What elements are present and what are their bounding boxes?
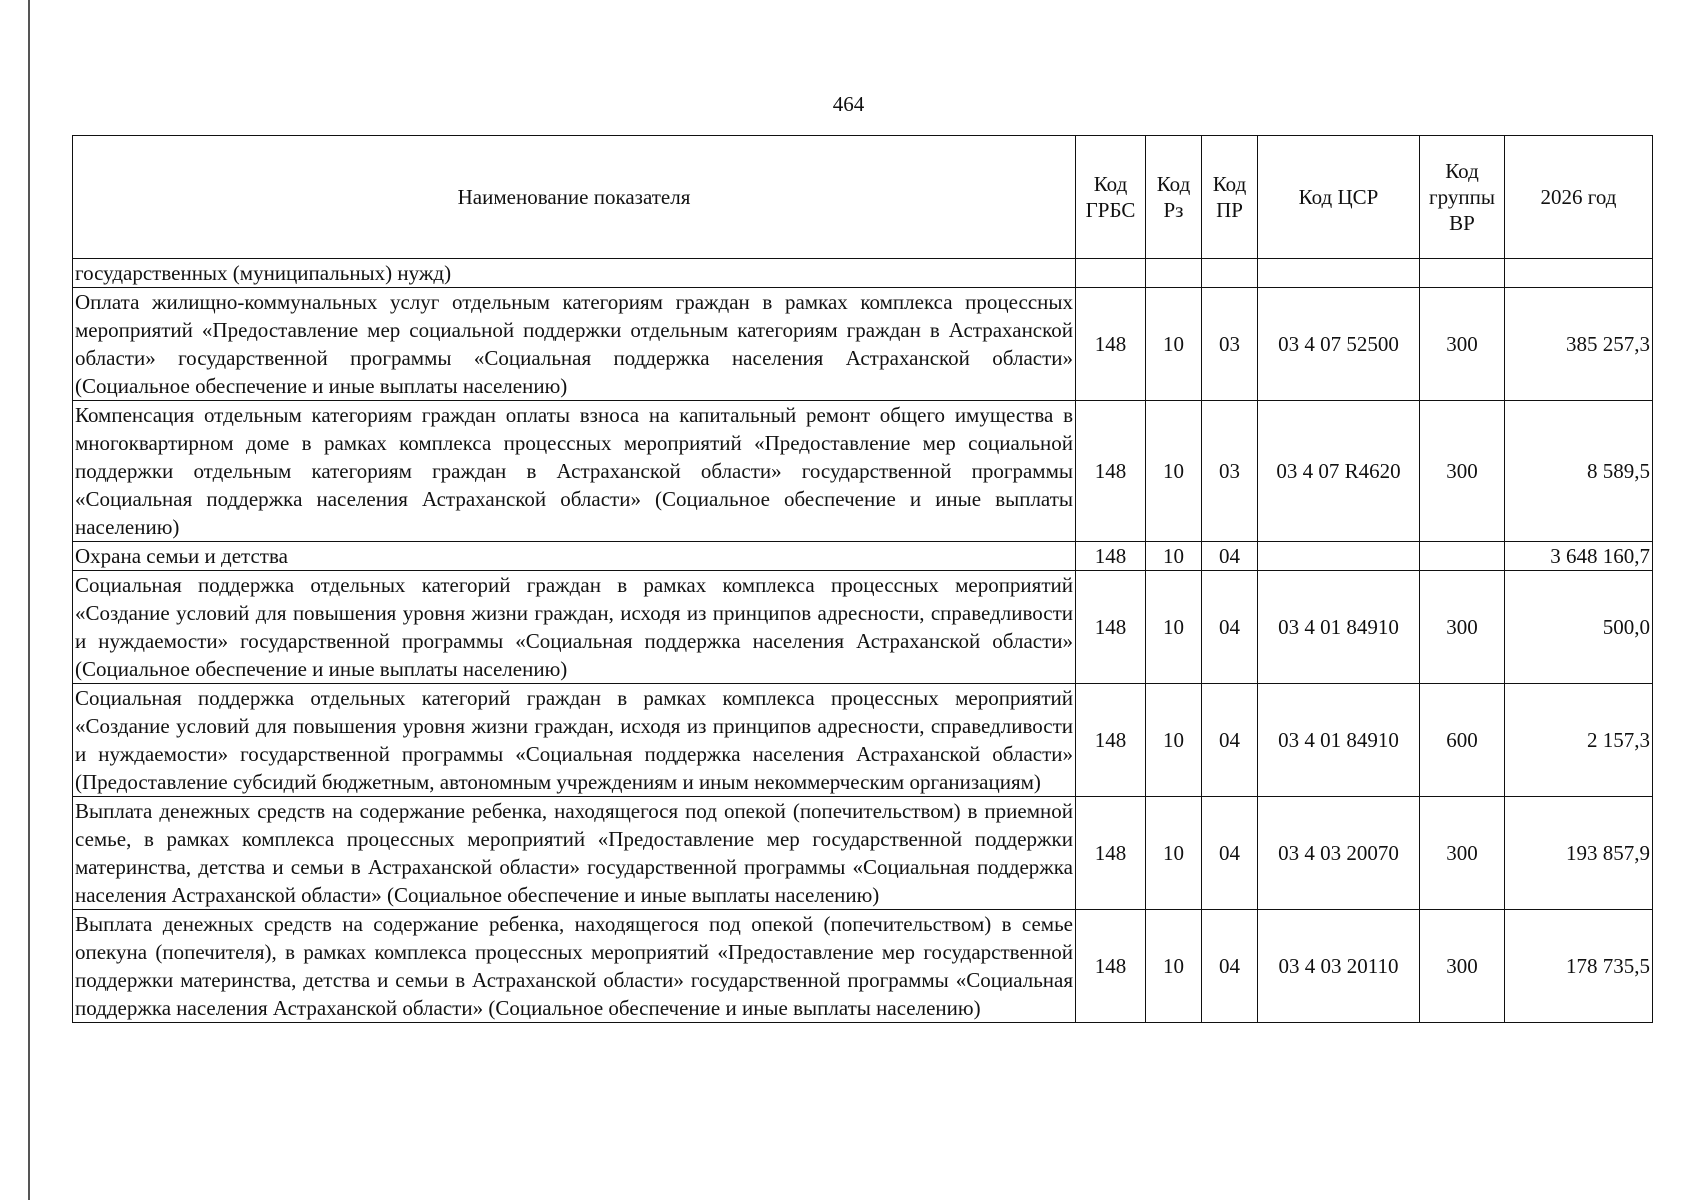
page-number: 464 <box>832 92 865 116</box>
row-vr: 300 <box>1420 910 1505 1023</box>
header-grbs: Код ГРБС <box>1076 136 1146 259</box>
table-header-row <box>73 136 1653 259</box>
row-grbs: 148 <box>1076 910 1146 1023</box>
row-name: Оплата жилищно-коммунальных услуг отдельным категориям граждан в рамках комплекса процессных мероприятий «Предоставление мер социальной поддержки отдельным категориям граждан в Астраханской области» государственной программы «Социальная поддержка населения Астраханской области» (Социальное обеспечение и иные выплаты населению) <box>73 288 1076 401</box>
header-vr: Код группы ВР <box>1420 136 1505 259</box>
table-row <box>73 259 1653 288</box>
row-grbs: 148 <box>1076 684 1146 797</box>
row-grbs: 148 <box>1076 571 1146 684</box>
row-vr: 300 <box>1420 401 1505 542</box>
row-name: Социальная поддержка отдельных категорий граждан в рамках комплекса процессных мероприятий «Создание условий для повышения уровня жизни граждан, исходя из принципов адресности, справедливости и нуждаемости» государственной программы «Социальная поддержка населения Астраханской области» (Социальное обеспечение и иные выплаты населению) <box>73 571 1076 684</box>
row-pr: 04 <box>1202 571 1258 684</box>
row-sum: 8 589,5 <box>1505 401 1653 542</box>
row-vr <box>1420 542 1505 571</box>
row-rz <box>1146 259 1202 288</box>
table-row <box>73 910 1653 1023</box>
header-csr: Код ЦСР <box>1258 136 1420 259</box>
row-vr: 300 <box>1420 288 1505 401</box>
row-csr: 03 4 03 20070 <box>1258 797 1420 910</box>
row-name: Социальная поддержка отдельных категорий граждан в рамках комплекса процессных мероприятий «Создание условий для повышения уровня жизни граждан, исходя из принципов адресности, справедливости и нуждаемости» государственной программы «Социальная поддержка населения Астраханской области» (Предоставление субсидий бюджетным, автономным учреждениям и иным некоммерческим организациям) <box>73 684 1076 797</box>
header-name: Наименование показателя <box>73 136 1076 259</box>
row-pr: 04 <box>1202 542 1258 571</box>
row-sum: 178 735,5 <box>1505 910 1653 1023</box>
row-rz: 10 <box>1146 910 1202 1023</box>
row-sum: 2 157,3 <box>1505 684 1653 797</box>
row-sum <box>1505 259 1653 288</box>
row-rz: 10 <box>1146 288 1202 401</box>
row-vr: 300 <box>1420 571 1505 684</box>
row-rz: 10 <box>1146 684 1202 797</box>
table-row-section <box>73 542 1653 571</box>
row-rz: 10 <box>1146 571 1202 684</box>
table-row <box>73 401 1653 542</box>
row-sum: 385 257,3 <box>1505 288 1653 401</box>
row-pr: 04 <box>1202 684 1258 797</box>
row-rz: 10 <box>1146 797 1202 910</box>
row-csr <box>1258 259 1420 288</box>
row-name: Выплата денежных средств на содержание ребенка, находящегося под опекой (попечительством) в приемной семье, в рамках комплекса процессных мероприятий «Предоставление мер государственной поддержки материнства, детства и семьи в Астраханской области» государственной программы «Социальная поддержка населения Астраханской области» (Социальное обеспечение и иные выплаты населению) <box>73 797 1076 910</box>
row-vr <box>1420 259 1505 288</box>
row-sum: 500,0 <box>1505 571 1653 684</box>
page-edge-rule <box>28 0 30 1200</box>
row-vr: 600 <box>1420 684 1505 797</box>
table-row <box>73 797 1653 910</box>
row-csr: 03 4 01 84910 <box>1258 684 1420 797</box>
row-pr: 04 <box>1202 797 1258 910</box>
budget-table <box>72 135 1653 1023</box>
row-name: Выплата денежных средств на содержание ребенка, находящегося под опекой (попечительством) в семье опекуна (попечителя), в рамках комплекса процессных мероприятий «Предоставление мер государственной поддержки материнства, детства и семьи в Астраханской области» государственной программы «Социальная поддержка населения Астраханской области» (Социальное обеспечение и иные выплаты населению) <box>73 910 1076 1023</box>
row-pr: 03 <box>1202 401 1258 542</box>
row-csr: 03 4 01 84910 <box>1258 571 1420 684</box>
header-sum: 2026 год <box>1505 136 1653 259</box>
row-sum: 3 648 160,7 <box>1505 542 1653 571</box>
table-row <box>73 571 1653 684</box>
row-grbs: 148 <box>1076 542 1146 571</box>
header-rz: Код Рз <box>1146 136 1202 259</box>
row-pr: 03 <box>1202 288 1258 401</box>
row-grbs: 148 <box>1076 288 1146 401</box>
row-name: Охрана семьи и детства <box>73 542 1076 571</box>
row-grbs: 148 <box>1076 401 1146 542</box>
table-row <box>73 684 1653 797</box>
row-csr: 03 4 03 20110 <box>1258 910 1420 1023</box>
row-name: государственных (муниципальных) нужд) <box>73 259 1076 288</box>
row-sum: 193 857,9 <box>1505 797 1653 910</box>
row-csr: 03 4 07 R4620 <box>1258 401 1420 542</box>
row-rz: 10 <box>1146 542 1202 571</box>
row-pr: 04 <box>1202 910 1258 1023</box>
row-grbs: 148 <box>1076 797 1146 910</box>
row-rz: 10 <box>1146 401 1202 542</box>
table-row <box>73 288 1653 401</box>
row-vr: 300 <box>1420 797 1505 910</box>
row-name: Компенсация отдельным категориям граждан оплаты взноса на капитальный ремонт общего имущества в многоквартирном доме в рамках комплекса процессных мероприятий «Предоставление мер социальной поддержки отдельным категориям граждан в Астраханской области» государственной программы «Социальная поддержка населения Астраханской области» (Социальное обеспечение и иные выплаты населению) <box>73 401 1076 542</box>
row-csr <box>1258 542 1420 571</box>
header-pr: Код ПР <box>1202 136 1258 259</box>
row-grbs <box>1076 259 1146 288</box>
row-pr <box>1202 259 1258 288</box>
row-csr: 03 4 07 52500 <box>1258 288 1420 401</box>
